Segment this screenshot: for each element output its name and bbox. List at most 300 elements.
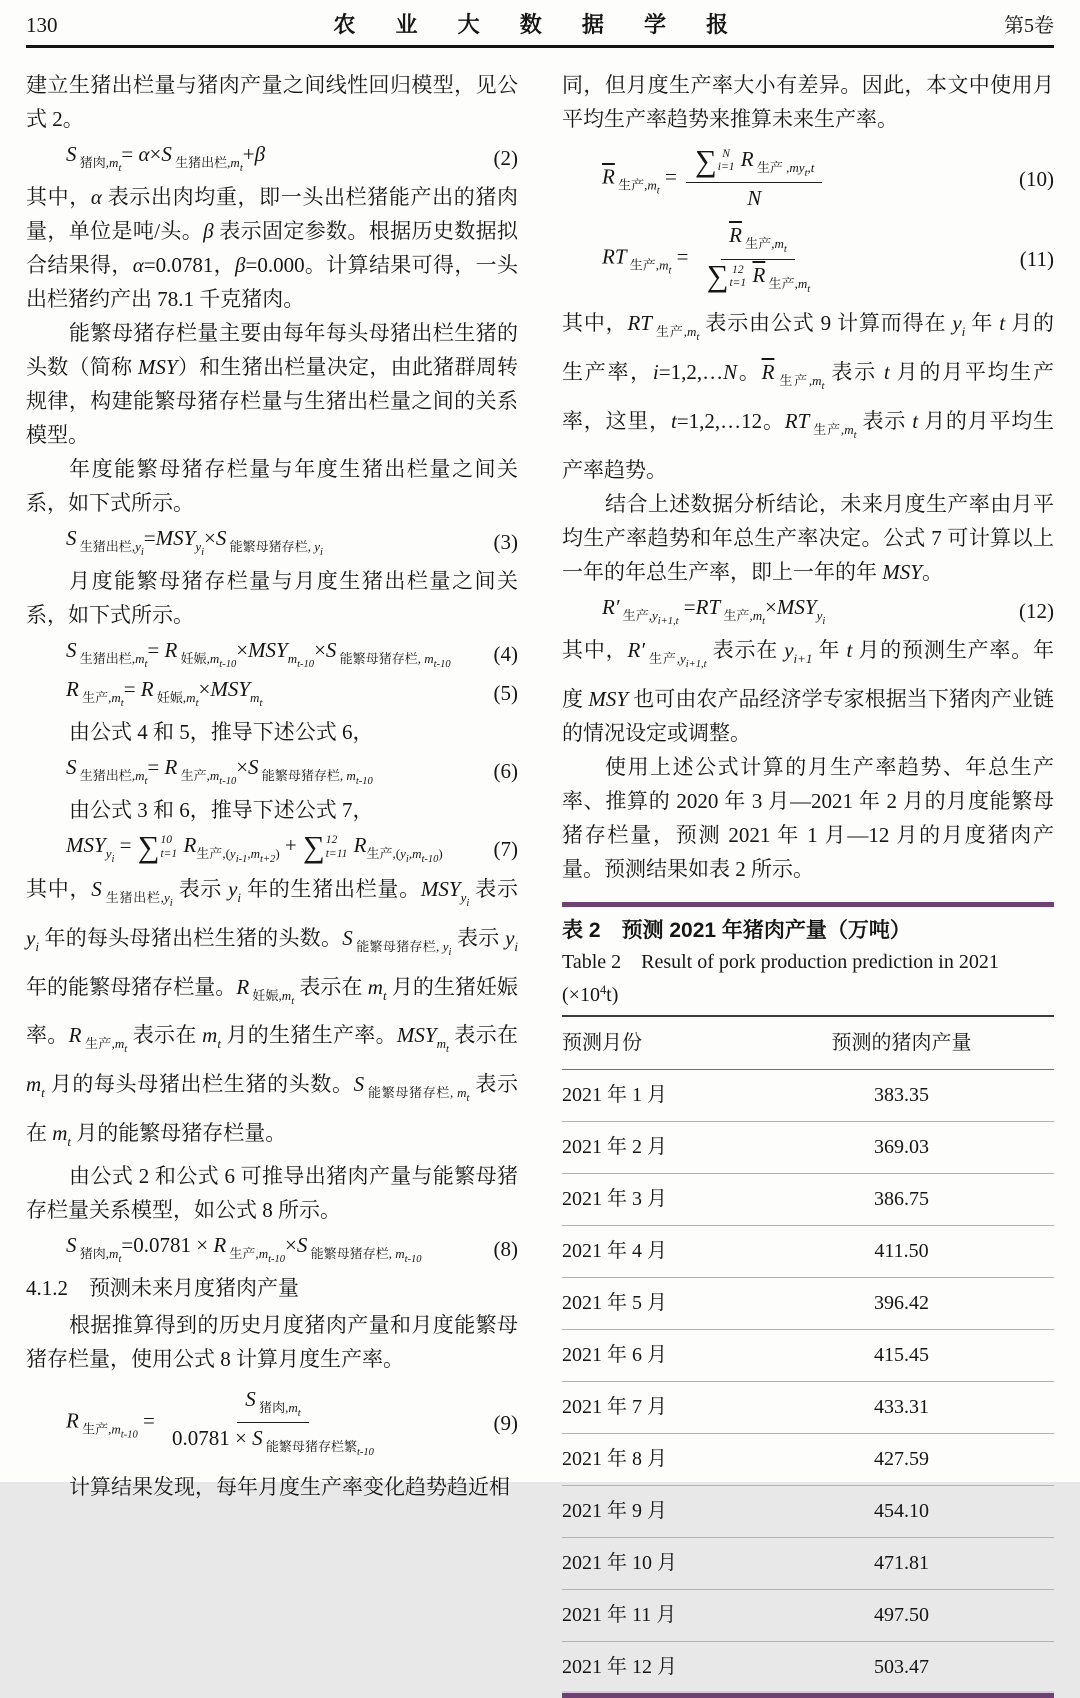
table-bottom-accent-bar <box>562 1693 1054 1698</box>
table-caption-zh: 表 2 预测 2021 年猪肉产量（万吨） <box>562 918 911 942</box>
math-token: t-10 <box>297 659 315 671</box>
math-token: m <box>774 236 784 252</box>
math-token: y <box>816 607 823 623</box>
math-token: 表示出肉均重，即一头出栏猪能产出的猪肉量，单位是吨/头。 <box>26 185 519 244</box>
math-token: R <box>66 677 79 702</box>
section-heading-412: 4.1.2 预测未来月度猪肉产量 <box>26 1276 299 1301</box>
math-token: 月的每头母猪出栏生猪的头数。 <box>44 1072 354 1097</box>
table-top-accent-bar <box>562 902 1054 907</box>
math-token: t <box>144 776 148 788</box>
math-token: $\overline{R}$ <box>761 359 775 384</box>
math-token: m <box>424 651 434 667</box>
cell-month: 2021 年 2 月 <box>562 1136 667 1159</box>
paragraph: 年度能繁母猪存栏量与年度生猪出栏量之间关系，如下式所示。 <box>26 457 518 516</box>
math-token: m <box>52 1121 68 1146</box>
summation-limits <box>160 834 177 861</box>
cell-pork-production: 411.50 <box>874 1240 929 1263</box>
math-token: R <box>164 755 178 780</box>
math-token: t <box>853 429 857 441</box>
math-token: m <box>797 275 808 291</box>
math-token: i <box>140 547 144 559</box>
math-denominator <box>739 183 769 212</box>
math-token: t <box>846 637 853 662</box>
paragraph: 由公式 4 和 5，推导下述公式 6， <box>69 720 374 745</box>
equation-number: (3) <box>493 530 518 555</box>
math-token: t <box>762 615 766 627</box>
math-token: α <box>90 185 102 210</box>
math-token: S <box>325 638 337 663</box>
cell-month: 2021 年 8 月 <box>562 1448 667 1471</box>
math-token: × <box>204 526 216 551</box>
math-token: t <box>883 359 890 384</box>
math-token: 能繁母猪存栏, <box>226 538 315 554</box>
math-token: m <box>281 987 292 1003</box>
math-token: = <box>143 526 156 551</box>
math-token: i <box>201 547 205 559</box>
math-fraction <box>164 1385 382 1460</box>
math-token: 能繁母猪存栏, <box>352 938 443 954</box>
equation-11 <box>562 221 1054 296</box>
cell-pork-production: 415.45 <box>873 1344 929 1367</box>
math-token: i <box>514 938 519 954</box>
math-token: 生产, <box>78 690 112 706</box>
page-body <box>26 68 1054 1698</box>
equation-4 <box>26 637 518 671</box>
cell-pork-production: 454.10 <box>873 1500 929 1523</box>
paragraph: 计算结果发现，每年月度生产率变化趋势趋近相 <box>69 1474 511 1499</box>
math-token: 其中， <box>26 876 92 901</box>
table-row <box>562 1589 1054 1641</box>
math-token: + <box>242 142 255 166</box>
math-token: m <box>752 607 763 623</box>
math-token: t-10 <box>355 776 373 788</box>
math-token: y <box>229 846 236 862</box>
paragraph: 月度能繁母猪存栏量与月度生猪出栏量之间关系，如下式所示。 <box>26 569 518 628</box>
equation-body <box>66 832 486 866</box>
math-token: Table 2 Result of pork production prediction in 2021 (×10 <box>562 950 999 1006</box>
math-token: i <box>448 946 452 958</box>
math-token: t <box>696 331 700 343</box>
equation-body <box>602 145 1011 212</box>
math-token: R′ <box>627 637 645 662</box>
paragraph <box>562 306 1054 487</box>
math-token: i <box>169 897 173 909</box>
math-token: 生产 , <box>753 159 790 175</box>
summation-upper: 10 <box>160 834 172 847</box>
math-token: y <box>228 876 238 901</box>
equation-2 <box>26 141 518 175</box>
math-token: 表示在 <box>706 637 785 662</box>
math-token: R <box>178 833 197 858</box>
math-token: 生产,( <box>196 846 230 862</box>
equation-number: (12) <box>1019 598 1054 623</box>
math-token: m <box>288 1400 298 1416</box>
math-token: = <box>121 142 139 166</box>
equation-10 <box>562 145 1054 212</box>
summation-limits <box>718 148 735 175</box>
math-numerator <box>686 145 822 183</box>
cell-month: 2021 年 9 月 <box>562 1500 667 1523</box>
math-token: 其中， <box>562 310 628 335</box>
math-token: = <box>147 755 165 780</box>
math-summation <box>706 259 747 294</box>
cell-pork-production: 427.59 <box>873 1448 929 1471</box>
equation-body <box>602 594 1011 628</box>
math-token: 。 <box>737 359 762 384</box>
math-token: t <box>466 1093 470 1105</box>
equation-body <box>602 221 1012 296</box>
math-denominator <box>164 1423 382 1460</box>
cell-pork-production: 383.35 <box>873 1084 929 1107</box>
math-token: 生猪出栏, <box>101 889 164 905</box>
math-token: t-10 <box>219 776 237 788</box>
math-token: 能繁母猪存栏, <box>364 1085 458 1101</box>
math-token: 生产, <box>741 236 775 252</box>
math-token: m <box>209 768 220 784</box>
column-header-month: 预测月份 <box>562 1031 642 1054</box>
math-token: = <box>671 244 694 269</box>
math-token: 表示固定参数。根据历史数据拟合结果得， <box>26 219 518 278</box>
equation-body <box>66 1232 486 1266</box>
math-token: i <box>822 615 826 627</box>
cell-month: 2021 年 1 月 <box>562 1084 667 1107</box>
math-token: 月的月平均生产率，这里， <box>562 359 1055 433</box>
math-token: y <box>952 310 962 335</box>
paragraph <box>562 633 1054 750</box>
math-token: = <box>137 1408 161 1433</box>
math-token: t <box>999 310 1006 335</box>
math-token: 年的能繁母猪存栏量。 <box>26 974 237 999</box>
equation-body <box>66 637 486 671</box>
paragraph: 根据推算得到的历史月度猪肉产量和月度能繁母猪存栏量，使用公式 8 计算月度生产率。 <box>26 1313 518 1372</box>
math-token: 生产, <box>651 323 687 339</box>
math-token: 表示 <box>856 408 913 433</box>
math-token: 月的生猪妊娠率。 <box>26 974 518 1048</box>
math-token: t <box>118 1254 122 1266</box>
summation-limits <box>326 834 348 861</box>
table-row <box>562 1121 1054 1173</box>
math-token: i+1 <box>793 650 813 666</box>
math-token: MSY <box>248 638 288 663</box>
math-token: m <box>111 1421 121 1437</box>
math-token: S <box>66 755 77 780</box>
math-token: 生猪出栏, <box>171 154 231 170</box>
math-token: MSY <box>588 686 629 711</box>
math-token: y <box>505 925 515 950</box>
equation-5 <box>26 676 518 710</box>
math-token: 年的每头母猪出栏生猪的头数。 <box>38 925 343 950</box>
math-token: R <box>66 1408 79 1433</box>
math-token: m <box>457 1085 467 1101</box>
math-token: R′ <box>602 594 620 619</box>
math-token: t <box>807 283 811 295</box>
math-token: S <box>252 1426 263 1451</box>
math-token: t-10 <box>433 659 451 671</box>
math-token: m <box>258 1246 269 1262</box>
equation-3 <box>26 525 518 559</box>
math-token: 生产, <box>226 1246 259 1262</box>
math-token: α <box>138 142 150 166</box>
math-token: 生猪出栏, <box>76 768 136 784</box>
math-token: y <box>314 538 320 554</box>
math-fraction <box>686 145 822 212</box>
math-token: t-10 <box>357 1447 374 1459</box>
math-token: MSY <box>66 833 106 858</box>
math-token: t <box>810 159 815 175</box>
math-token: S <box>66 1233 77 1258</box>
summation-upper: 12 <box>325 834 338 847</box>
cell-month: 2021 年 3 月 <box>562 1188 667 1211</box>
math-token: t <box>783 244 787 256</box>
table-body <box>562 1069 1054 1693</box>
math-token: MSY <box>155 526 196 551</box>
left-column <box>26 68 518 1698</box>
sigma-symbol: ∑ <box>137 830 160 865</box>
math-token: = <box>659 164 683 189</box>
math-token: × <box>149 142 162 166</box>
math-token: 生产, <box>614 177 648 193</box>
math-token: S <box>248 755 259 780</box>
summation-upper: 12 <box>732 263 744 276</box>
table-caption-en <box>562 948 1054 1009</box>
math-token: t-10 <box>268 1254 286 1266</box>
math-token: 年 <box>965 310 1000 335</box>
math-token: m <box>135 651 145 667</box>
math-token: S <box>215 526 227 551</box>
cell-month: 2021 年 6 月 <box>562 1344 667 1367</box>
sigma-symbol: ∑ <box>695 143 717 178</box>
math-token: 4 <box>599 982 607 997</box>
math-token: t <box>821 380 825 392</box>
math-token: m <box>346 768 356 784</box>
math-token: × <box>314 638 326 663</box>
math-token: $\overline{R}$ <box>602 164 615 189</box>
paragraph <box>562 487 1054 589</box>
math-token: m <box>250 846 261 862</box>
math-token: 年的生猪出栏量。 <box>241 876 421 901</box>
cell-month: 2021 年 7 月 <box>562 1396 667 1419</box>
math-token: i <box>237 889 242 905</box>
math-token: 能繁母猪存栏, <box>258 768 347 784</box>
cell-pork-production: 503.47 <box>873 1656 929 1679</box>
math-token: m <box>114 1036 125 1052</box>
math-token: m <box>202 1023 218 1048</box>
math-summation <box>303 830 348 865</box>
math-token: 生产, <box>177 768 210 784</box>
cell-pork-production: 433.31 <box>873 1396 929 1419</box>
math-token: α <box>132 253 144 278</box>
math-token: 0.0781 × <box>172 1426 253 1451</box>
sigma-symbol: ∑ <box>706 259 729 294</box>
math-token: m <box>395 1246 405 1262</box>
math-token: S <box>66 142 77 166</box>
table-row <box>562 1225 1054 1277</box>
table-2 <box>562 902 1054 1698</box>
math-token: m <box>111 690 121 706</box>
math-token: MSY <box>396 1023 437 1048</box>
cell-month: 2021 年 10 月 <box>562 1552 677 1575</box>
summation-upper: N <box>722 147 730 160</box>
running-head <box>26 8 1054 38</box>
equation-6 <box>26 754 518 788</box>
math-token: =1,2,… <box>658 359 724 384</box>
math-token: 年 <box>812 637 847 662</box>
math-token: 表示在 <box>294 974 368 999</box>
math-token: R <box>140 677 154 702</box>
math-token: t <box>118 162 122 174</box>
math-token: y <box>460 889 467 905</box>
math-token: i+1,t <box>685 658 707 670</box>
math-token: = <box>678 594 696 619</box>
math-token: y <box>135 538 141 554</box>
math-token: 生猪出栏, <box>76 651 136 667</box>
cell-pork-production: 497.50 <box>873 1604 929 1627</box>
math-token: y <box>400 846 406 862</box>
paragraph: 由公式 2 和公式 6 可推导出猪肉产量与能繁母猪存栏量关系模型，如公式 8 所示。 <box>26 1164 518 1223</box>
equation-7 <box>26 832 518 866</box>
math-token: 能繁母猪存栏, <box>336 651 425 667</box>
math-token: , <box>408 846 413 862</box>
math-token: t <box>41 1085 45 1101</box>
math-token: m <box>412 846 422 862</box>
math-token: , <box>807 159 811 175</box>
math-token: MSY <box>137 355 178 380</box>
math-token: 生产,( <box>366 846 401 862</box>
math-token: S <box>342 925 353 950</box>
math-token: 猪肉, <box>255 1400 289 1416</box>
math-token: 。 <box>921 559 943 584</box>
math-token: = <box>147 638 165 663</box>
math-token: β <box>254 142 266 166</box>
math-token: m <box>812 372 822 388</box>
math-token: i <box>320 547 323 559</box>
cell-month: 2021 年 5 月 <box>562 1292 667 1315</box>
math-token: t <box>259 698 263 710</box>
paragraph: 同，但月度生产率大小有差异。因此，本文中使用月平均生产率趋势来推算未来生产率。 <box>562 73 1054 131</box>
math-token: m <box>844 421 854 437</box>
equation-number: (9) <box>493 1410 518 1435</box>
math-token: m <box>186 690 196 706</box>
math-token: y <box>163 889 170 905</box>
math-token: RT <box>784 408 810 433</box>
math-token: t <box>670 408 677 433</box>
math-summation <box>137 830 178 865</box>
math-token: y <box>784 637 794 662</box>
math-token: 猪肉, <box>76 1246 110 1262</box>
math-token: 妊娠, <box>249 987 282 1003</box>
math-token: 生产, <box>619 607 652 623</box>
math-token: × <box>198 677 211 702</box>
math-token: N <box>723 359 738 384</box>
math-token: m <box>135 768 145 784</box>
math-token: 其中， <box>562 637 628 662</box>
math-token: R <box>164 638 178 663</box>
math-token: t <box>912 408 919 433</box>
summation-limits <box>729 264 746 291</box>
math-token: × <box>236 755 249 780</box>
math-token: 能繁母猪存栏繁 <box>262 1439 358 1455</box>
math-token: i-1 <box>235 854 248 866</box>
summation-lower: t=1 <box>160 847 178 860</box>
math-token: MSY <box>776 594 817 619</box>
math-token: R <box>213 1233 227 1258</box>
math-token: y <box>679 650 686 666</box>
equation-9 <box>26 1385 518 1460</box>
table-header-row <box>562 1016 1054 1070</box>
math-token: 能繁母猪存栏, <box>307 1246 396 1262</box>
equation-number: (10) <box>1019 166 1054 191</box>
math-token: ) <box>275 846 280 862</box>
math-token: t <box>217 1036 221 1052</box>
math-token: t-10 <box>421 854 439 866</box>
math-token: t <box>804 167 808 179</box>
math-token: 生产, <box>774 372 813 388</box>
equation-body <box>66 525 486 559</box>
math-token: m <box>109 154 119 170</box>
math-token: t <box>297 1408 301 1420</box>
math-token: $\overline{R}$ <box>752 262 766 287</box>
math-token: 妊娠, <box>177 651 210 667</box>
journal-title: 农 业 大 数 据 学 报 <box>333 12 746 37</box>
math-token: 表示 <box>469 876 519 901</box>
equation-number: (11) <box>1019 247 1054 271</box>
math-fraction <box>698 221 818 296</box>
math-token: 猪肉, <box>76 154 110 170</box>
math-token: 生产, <box>720 607 753 623</box>
volume-label: 第5卷 <box>1004 15 1054 37</box>
cell-pork-production: 369.03 <box>873 1136 929 1159</box>
math-token: t <box>445 1044 449 1056</box>
math-token: t <box>144 659 148 671</box>
math-token: m <box>26 1072 42 1097</box>
math-token: y <box>105 846 112 862</box>
math-token: 生产, <box>81 1036 115 1052</box>
math-token: m <box>436 1036 446 1052</box>
math-token: $\overline{R}$ <box>729 223 742 248</box>
math-token: =0.0781 × <box>121 1233 214 1258</box>
math-token: =1,2,…12。 <box>676 408 785 433</box>
math-token: m <box>647 177 657 193</box>
equation-body <box>66 1385 486 1460</box>
math-numerator <box>237 1385 308 1423</box>
math-token: 月的生猪生产率。 <box>220 1023 397 1048</box>
math-token: 生产, <box>78 1421 112 1437</box>
math-token: S <box>66 638 77 663</box>
math-token: = <box>123 677 141 702</box>
math-denominator <box>698 260 818 297</box>
math-token: R <box>735 147 754 171</box>
page-number: 130 <box>26 13 58 37</box>
math-token: t <box>668 265 672 277</box>
math-token: × <box>236 638 249 663</box>
math-token: m <box>659 257 669 273</box>
math-token: 生产, <box>809 421 845 437</box>
math-token: i <box>111 854 115 866</box>
math-token: 能繁母猪存栏量主要由每年每头母猪出栏生猪的头数（简称 <box>26 321 518 380</box>
math-token: = <box>114 833 137 858</box>
math-token: m <box>287 651 298 667</box>
paragraph: 建立生猪出栏量与猪肉产量之间线性回归模型，见公式 2。 <box>26 73 518 131</box>
math-token: MSY <box>210 677 251 702</box>
paragraph <box>26 316 518 452</box>
math-token: 月的生产率， <box>562 310 1055 384</box>
paragraph <box>26 180 518 316</box>
math-token: t <box>67 1134 72 1150</box>
equation-12 <box>562 594 1054 628</box>
equation-body <box>66 754 486 788</box>
math-token: t <box>656 185 660 197</box>
paragraph <box>26 872 518 1160</box>
